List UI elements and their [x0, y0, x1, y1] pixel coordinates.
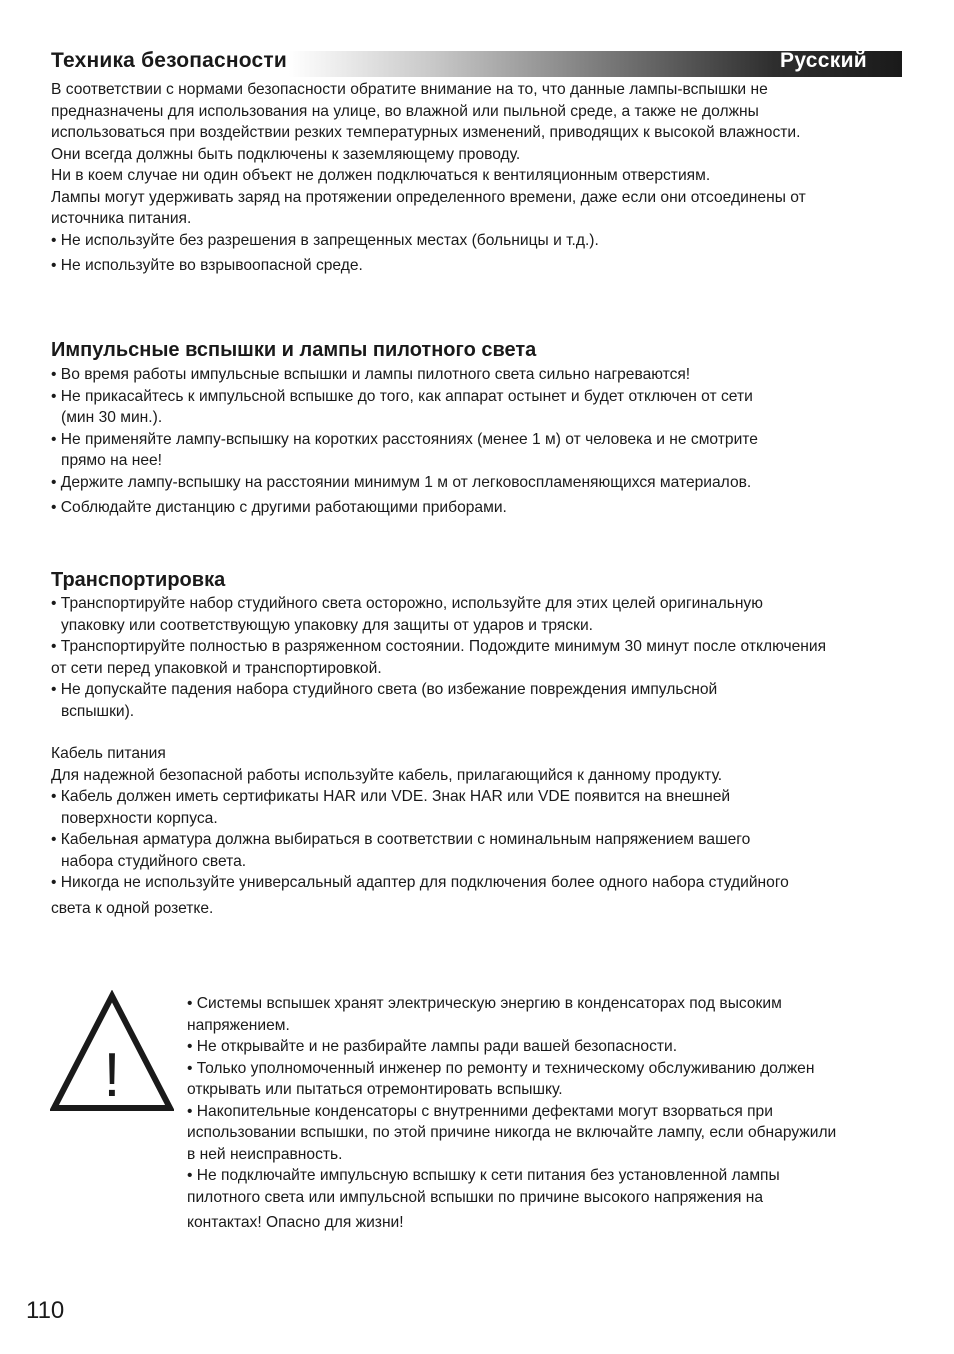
bullet-item: • Кабельная арматура должна выбираться в соответствии с номинальным напряжением вашего	[51, 831, 751, 848]
text-line: В соответствии с нормами безопасности обратите внимание на то, что данные лампы-вспышки не	[51, 81, 768, 98]
bullet-item: • Соблюдайте дистанцию с другими работающими приборами.	[51, 499, 507, 516]
bullet-item: • Кабель должен иметь сертификаты HAR или VDE. Знак HAR или VDE появится на внешней	[51, 788, 731, 805]
section-heading-flash: Импульсные вспышки и лампы пилотного света	[51, 339, 537, 361]
text-line: прямо на нее!	[61, 452, 163, 469]
bullet-item: • Не используйте во взрывоопасной среде.	[51, 257, 363, 274]
bullet-item: • Накопительные конденсаторы с внутренними дефектами могут взорваться при	[187, 1102, 773, 1120]
text-line: предназначены для использования на улице, во влажной или пыльной среде, а также не должны	[51, 102, 759, 120]
text-line: открывать или пытаться отремонтировать вспышку.	[187, 1081, 563, 1098]
text-line: поверхности корпуса.	[61, 809, 218, 827]
bullet-item: • Не допускайте падения набора студийного света (во избежание повреждения импульсной	[51, 681, 718, 698]
text-line: напряжением.	[187, 1016, 290, 1034]
text-line: в ней неисправность.	[187, 1145, 343, 1163]
flash-section	[51, 364, 906, 519]
safety-section	[51, 79, 906, 277]
bullet-item: • Никогда не используйте универсальный адаптер для подключения более одного набора студийного	[51, 874, 789, 891]
section-heading-transport: Транспортировка	[51, 569, 226, 591]
text-line: пилотного света или импульсной вспышки по причине высокого напряжения на	[187, 1188, 764, 1206]
cable-section	[51, 743, 906, 919]
text-line: Они всегда должны быть подключены к заземляющему проводу.	[51, 145, 521, 163]
language-label: Русский	[780, 49, 867, 72]
text-line: использоваться при воздействии резких температурных изменений, приводящих к высокой влажности.	[51, 124, 801, 141]
bullet-item: • Только уполномоченный инженер по ремонту и техническому обслуживанию должен	[187, 1059, 815, 1077]
text-line: Лампы могут удерживать заряд на протяжении определенного времени, даже если они отсоединены от	[51, 188, 806, 206]
bullet-item: • Не подключайте импульсную вспышку к сети питания без установленной лампы	[187, 1167, 780, 1184]
text-line: Для надежной безопасной работы используйте кабель, прилагающийся к данному продукту.	[51, 766, 723, 784]
transport-section	[51, 593, 906, 722]
warning-triangle-icon	[50, 990, 174, 1114]
text-line: набора студийного света.	[61, 852, 247, 870]
page-title: Техника безопасности	[51, 49, 288, 72]
bullet-item: • Транспортируйте набор студийного света осторожно, используйте для этих целей оригинальную	[51, 595, 763, 612]
bullet-item: • Не применяйте лампу-вспышку на коротких расстояниях (менее 1 м) от человека и не смотрите	[51, 430, 758, 448]
text-line: контактах! Опасно для жизни!	[187, 1214, 404, 1231]
bullet-item: • Не прикасайтесь к импульсной вспышке до того, как аппарат остынет и будет отключен от сети	[51, 387, 753, 405]
text-line: использовании вспышки, по этой причине никогда не включайте лампу, если обнаружили	[187, 1124, 837, 1141]
bullet-item: • Не открывайте и не разбирайте лампы ради вашей безопасности.	[187, 1038, 678, 1055]
page-number: 110	[26, 1297, 65, 1324]
text-line: упаковку или соответствующую упаковку для защиты от ударов и тряски.	[61, 616, 594, 634]
text-line: Ни в коем случае ни один объект не должен подключаться к вентиляционным отверстиям.	[51, 167, 711, 184]
bullet-item: • Системы вспышек хранят электрическую энергию в конденсаторах под высоким	[187, 995, 782, 1012]
text-line: (мин 30 мин.).	[61, 409, 163, 426]
bullet-item: • Транспортируйте полностью в разряженном состоянии. Подождите минимум 30 минут после отключения	[51, 638, 827, 655]
text-line: вспышки).	[61, 702, 135, 720]
warning-section	[187, 993, 907, 1234]
text-line: света к одной розетке.	[51, 899, 214, 917]
text-line: от сети перед упаковкой и транспортировкой.	[51, 659, 382, 677]
text-line: источника питания.	[51, 210, 192, 227]
bullet-item: • Держите лампу-вспышку на расстоянии минимум 1 м от легковоспламеняющихся материалов.	[51, 473, 752, 491]
exclamation-mark: !	[103, 1041, 121, 1110]
bullet-item: • Не используйте без разрешения в запрещенных местах (больницы и т.д.).	[51, 231, 599, 249]
subheading-cable: Кабель питания	[51, 745, 166, 762]
bullet-item: • Во время работы импульсные вспышки и лампы пилотного света сильно нагреваются!	[51, 366, 691, 383]
